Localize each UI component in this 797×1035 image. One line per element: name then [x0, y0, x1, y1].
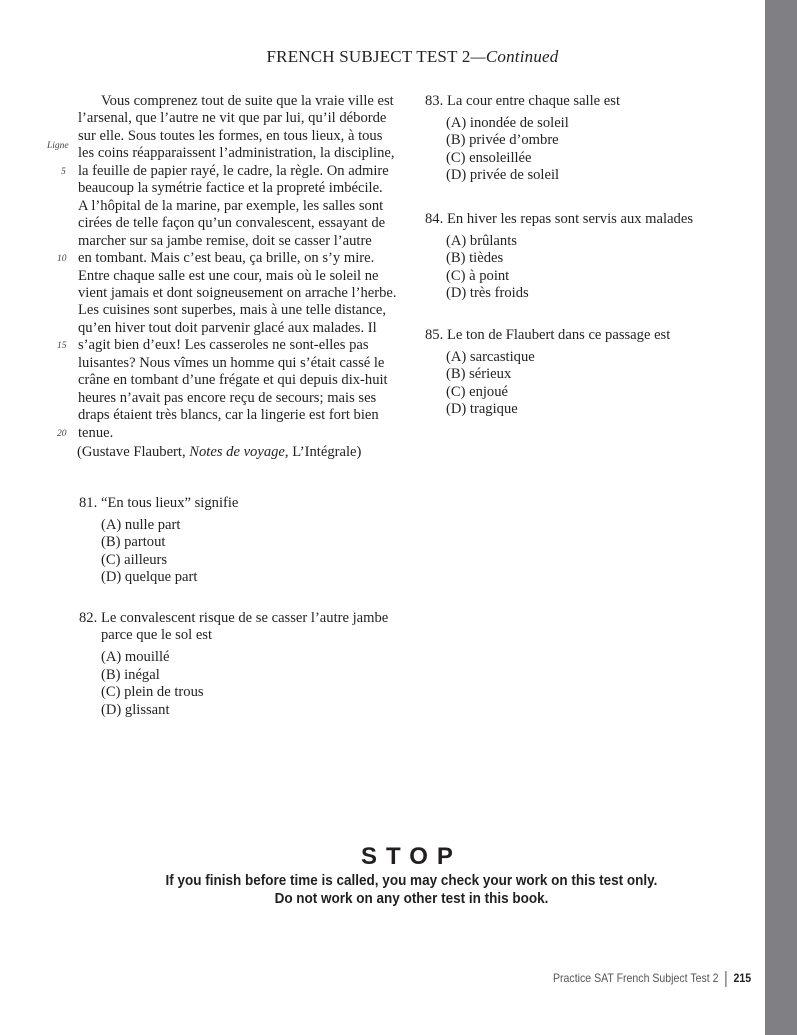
question-stem: Le ton de Flaubert dans ce passage est [447, 327, 671, 343]
answer-option[interactable]: (C) ensoleillée [446, 149, 532, 166]
footer-divider [726, 971, 727, 987]
passage-line: draps étaient très blancs, car la lingerie est fort bien [78, 407, 379, 424]
answer-option[interactable]: (D) tragique [446, 401, 518, 418]
citation-pre: (Gustave Flaubert, [77, 444, 190, 460]
passage-line: s’agit bien d’eux! Les casseroles ne sont-elles pas [78, 337, 369, 354]
passage-line: Entre chaque salle est une cour, mais où le soleil ne [78, 267, 379, 284]
passage-line: les coins réapparaissent l’administration, la discipline, [78, 145, 395, 162]
margin-label-ligne: Ligne [47, 140, 69, 151]
passage-line: sur elle. Sous toutes les formes, en tous lieux, à tous [78, 127, 383, 144]
answer-option[interactable]: (B) sérieux [446, 366, 512, 383]
passage-line: cirées de telle façon qu’un convalescent, essayant de [78, 215, 386, 232]
answer-option[interactable]: (D) quelque part [101, 569, 198, 586]
question-stem: parce que le sol est [101, 627, 213, 644]
answer-option[interactable]: (C) plein de trous [101, 684, 204, 701]
answer-option[interactable]: (D) très froids [446, 285, 529, 302]
answer-option[interactable]: (C) enjoué [446, 383, 509, 400]
page-number: 215 [733, 971, 752, 986]
answer-option[interactable]: (A) inondée de soleil [446, 115, 569, 131]
passage-line: luisantes? Nous vîmes un homme qui s’était cassé le [78, 354, 385, 371]
question-number: 82. [79, 610, 98, 626]
passage-line: crâne en tombant d’une frégate et qui depuis dix-huit [78, 372, 388, 389]
page-header [0, 47, 797, 67]
question-number: 85. [425, 327, 444, 343]
answer-option[interactable]: (A) sarcastique [446, 349, 535, 365]
footer-text: Practice SAT French Subject Test 2 [553, 971, 719, 986]
passage-line: tenue. [78, 424, 114, 441]
citation-title: Notes de voyage [189, 444, 285, 460]
answer-option[interactable]: (D) privée de soleil [446, 167, 560, 184]
question-stem: En hiver les repas sont servis aux malades [447, 211, 693, 227]
passage-line: A l’hôpital de la marine, par exemple, les salles sont [78, 197, 384, 214]
passage-line: l’arsenal, que l’autre ne vit que par lui, qu’il déborde [78, 110, 387, 127]
passage-line: marcher sur sa jambe remise, doit se casser l’autre [78, 232, 372, 249]
citation-post: , L’Intégrale) [284, 444, 362, 460]
line-number: 20 [57, 428, 67, 439]
answer-option[interactable]: (A) brûlants [446, 233, 517, 249]
stop-title: STOP [361, 843, 462, 870]
answer-option[interactable]: (B) privée d’ombre [446, 132, 559, 149]
line-number: 5 [61, 166, 66, 177]
passage-line: Les cuisines sont superbes, mais à une telle distance, [78, 302, 387, 319]
answer-option[interactable]: (A) mouillé [101, 649, 170, 666]
stop-instruction-1: If you finish before time is called, you may check your work on this test only. [165, 872, 658, 889]
passage-line: vient jamais et dont soigneusement on arrache l’herbe. [78, 284, 397, 301]
passage-line: beaucoup la symétrie factice et la propreté imbécile. [78, 180, 383, 197]
citation [77, 443, 361, 461]
question-stem: “En tous lieux” signifie [101, 495, 239, 511]
header-continued: —Continued [470, 47, 559, 66]
question-number: 83. [425, 93, 444, 109]
answer-option[interactable]: (B) partout [101, 534, 166, 551]
passage-line: qu’en hiver tout doit parvenir glacé aux malades. Il [78, 319, 377, 336]
page-footer [553, 971, 751, 987]
passage-line: en tombant. Mais c’est beau, ça brille, on s’y mire. [78, 250, 375, 267]
answer-option[interactable]: (D) glissant [101, 701, 170, 718]
answer-option[interactable]: (B) tièdes [446, 250, 504, 267]
passage-line: heures n’avait pas encore reçu de secours; mais ses [78, 389, 377, 406]
line-number: 15 [57, 341, 67, 352]
header-title: FRENCH SUBJECT TEST 2 [266, 47, 471, 66]
passage-line: la feuille de papier rayé, le cadre, la règle. On admire [78, 162, 389, 179]
question-stem: La cour entre chaque salle est [447, 93, 621, 109]
passage-line: Vous comprenez tout de suite que la vraie ville est [101, 93, 394, 109]
question-number: 81. [79, 495, 98, 511]
line-number: 10 [57, 254, 67, 265]
stop-instruction-2: Do not work on any other test in this book. [274, 890, 549, 907]
question-stem: Le convalescent risque de se casser l’autre jambe [101, 610, 389, 626]
answer-option[interactable]: (C) à point [446, 267, 510, 284]
answer-option[interactable]: (C) ailleurs [101, 551, 168, 568]
answer-option[interactable]: (A) nulle part [101, 517, 181, 533]
question-number: 84. [425, 211, 444, 227]
answer-option[interactable]: (B) inégal [101, 666, 160, 683]
